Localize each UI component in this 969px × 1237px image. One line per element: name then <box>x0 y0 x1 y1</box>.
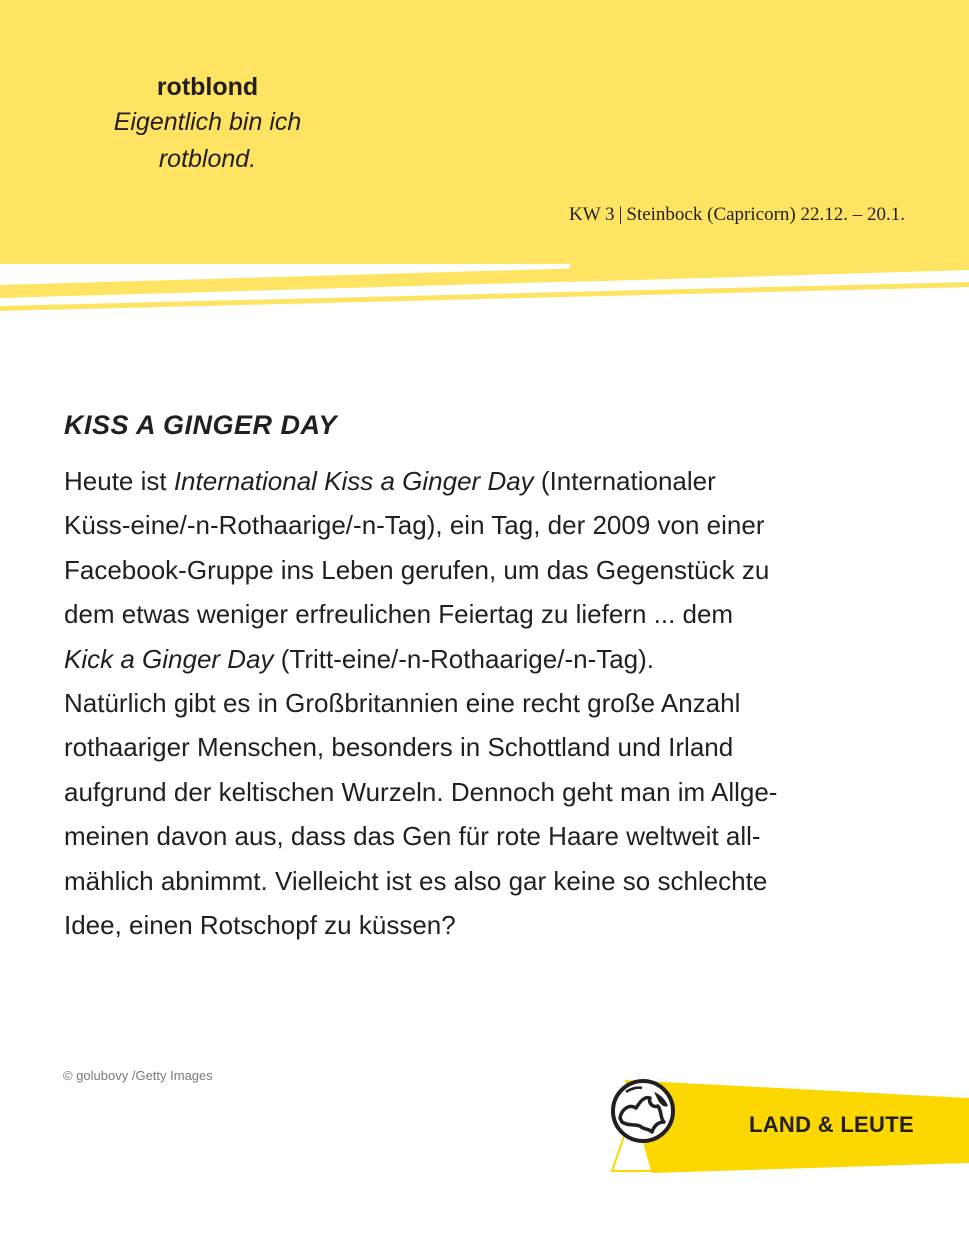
category-banner <box>610 1078 969 1178</box>
article-line <box>64 681 884 725</box>
text: (Tritt-eine/-n-Rothaarige/-n-Tag). <box>273 643 655 674</box>
article-line <box>64 903 884 947</box>
text: mählich abnimmt. Vielleicht ist es also gar keine so schlechte <box>64 865 768 896</box>
emphasis: International Kiss a Ginger Day <box>173 466 534 496</box>
text: Facebook-Gruppe ins Leben gerufen, um das Gegenstück zu <box>64 554 770 585</box>
text: (Internationaler <box>533 466 716 496</box>
article-line <box>64 725 884 769</box>
category-label: LAND & LEUTE <box>749 1112 914 1137</box>
zodiac-sign: Steinbock (Capricorn) 22.12. – 20.1. <box>626 204 905 225</box>
text: dem etwas weniger erfreulichen Feiertag zu liefern ... dem <box>64 599 734 630</box>
article-title: KISS A GINGER DAY <box>64 410 338 440</box>
article-line <box>64 637 884 681</box>
article-line <box>64 814 884 858</box>
text: Idee, einen Rotschopf zu küssen? <box>64 910 456 941</box>
word-of-the-day <box>100 70 315 178</box>
article-line <box>64 592 884 636</box>
calendar-week-line <box>569 204 905 226</box>
article-line <box>64 548 884 592</box>
article <box>64 410 884 947</box>
word-definition-line-1: Eigentlich bin ich <box>113 108 302 136</box>
text: aufgrund der keltischen Wurzeln. Dennoch geht man im Allge- <box>64 776 778 807</box>
separator: | <box>618 204 623 225</box>
word-definition-line-2: rotblond. <box>158 145 257 173</box>
article-body <box>64 459 884 947</box>
article-line <box>64 503 884 547</box>
text: meinen davon aus, dass das Gen für rote Haare weltweit all- <box>64 821 761 852</box>
text: Heute ist <box>64 466 174 496</box>
globe-icon <box>610 1078 676 1144</box>
article-line <box>64 770 884 814</box>
word-title: rotblond <box>156 73 259 101</box>
text: Küss-eine/-n-Rothaarige/-n-Tag), ein Tag, der 2009 von einer <box>64 510 765 541</box>
image-credit: © golubovy /Getty Images <box>63 1068 213 1083</box>
header-band <box>0 0 969 330</box>
text: rothaariger Menschen, besonders in Schottland und Irland <box>64 732 734 763</box>
article-line <box>64 459 884 503</box>
calendar-week: KW 3 <box>569 204 615 225</box>
emphasis: Kick a Ginger Day <box>64 643 274 674</box>
article-line <box>64 859 884 903</box>
text: Natürlich gibt es in Großbritannien eine recht große Anzahl <box>64 688 741 719</box>
